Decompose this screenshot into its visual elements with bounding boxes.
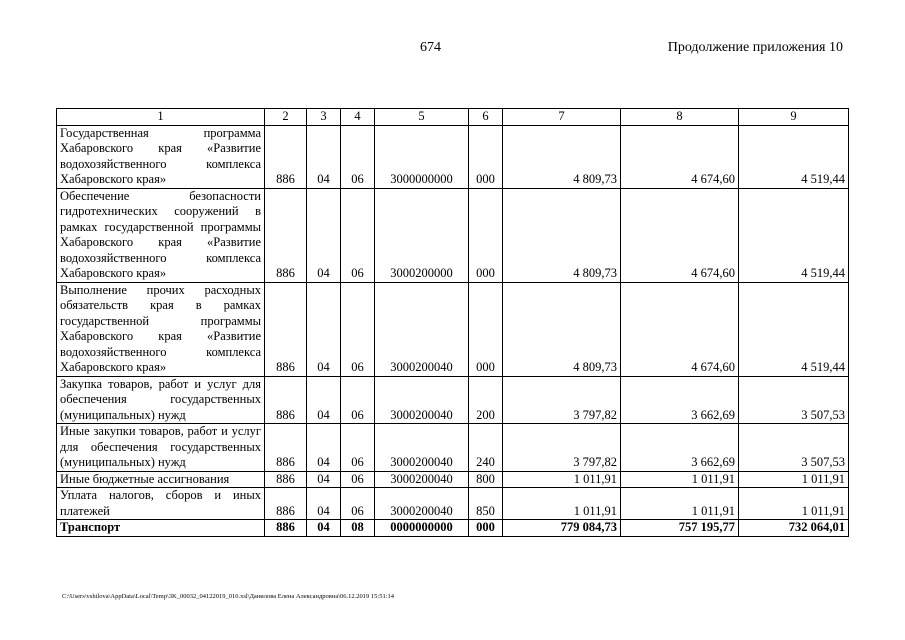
amount-col8: 3 662,69 [621, 376, 739, 424]
expense-type-code: 000 [469, 125, 503, 188]
section-code: 04 [307, 488, 341, 520]
table-row [57, 125, 849, 188]
amount-col8: 1 011,91 [621, 488, 739, 520]
subsection-code: 06 [341, 376, 375, 424]
amount-col7: 3 797,82 [503, 424, 621, 472]
section-code: 04 [307, 125, 341, 188]
subsection-code: 08 [341, 520, 375, 537]
column-number-row [57, 109, 849, 126]
subsection-code: 06 [341, 125, 375, 188]
row-name: Транспорт [57, 520, 265, 537]
column-header: 3 [307, 109, 341, 126]
column-header: 5 [375, 109, 469, 126]
section-code: 04 [307, 282, 341, 376]
expense-type-code: 000 [469, 188, 503, 282]
ministry-code: 886 [265, 520, 307, 537]
amount-col8: 757 195,77 [621, 520, 739, 537]
row-name: Обеспечение безопасности гидротехнических сооружений в рамках государственной программы Хабаровского края «Развитие водохозяйственного комплекса Хабаровского края» [57, 188, 265, 282]
table-row [57, 488, 849, 520]
target-article-code: 3000200040 [375, 488, 469, 520]
subsection-code: 06 [341, 471, 375, 488]
expense-type-code: 000 [469, 282, 503, 376]
amount-col7: 1 011,91 [503, 471, 621, 488]
ministry-code: 886 [265, 188, 307, 282]
amount-col9: 3 507,53 [739, 424, 849, 472]
expense-type-code: 800 [469, 471, 503, 488]
table-row [57, 376, 849, 424]
amount-col9: 732 064,01 [739, 520, 849, 537]
target-article-code: 0000000000 [375, 520, 469, 537]
amount-col8: 4 674,60 [621, 125, 739, 188]
section-code: 04 [307, 376, 341, 424]
target-article-code: 3000000000 [375, 125, 469, 188]
amount-col7: 4 809,73 [503, 125, 621, 188]
amount-col7: 779 084,73 [503, 520, 621, 537]
footer-file-path: C:\Users\vshilova\AppData\Local\Temp\3K_00032_04122019_010.xsl\Данилова Елена Александровна\06.12.2019 15:51:14 [62, 593, 395, 600]
section-code: 04 [307, 471, 341, 488]
row-name: Иные бюджетные ассигнования [57, 471, 265, 488]
column-header: 2 [265, 109, 307, 126]
ministry-code: 886 [265, 424, 307, 472]
column-header: 7 [503, 109, 621, 126]
table-row [57, 188, 849, 282]
target-article-code: 3000200040 [375, 376, 469, 424]
ministry-code: 886 [265, 376, 307, 424]
amount-col9: 4 519,44 [739, 282, 849, 376]
expense-type-code: 850 [469, 488, 503, 520]
column-header: 9 [739, 109, 849, 126]
expense-type-code: 000 [469, 520, 503, 537]
appendix-continuation-label: Продолжение приложения 10 [667, 40, 843, 55]
expense-type-code: 200 [469, 376, 503, 424]
row-name: Уплата налогов, сборов и иных платежей [57, 488, 265, 520]
amount-col9: 4 519,44 [739, 125, 849, 188]
target-article-code: 3000200040 [375, 282, 469, 376]
ministry-code: 886 [265, 125, 307, 188]
row-name: Закупка товаров, работ и услуг для обеспечения государственных (муниципальных) нужд [57, 376, 265, 424]
row-name: Выполнение прочих расходных обязательств края в рамках государственной программы Хабаровского края «Развитие водохозяйственного комплекса Хабаровского края» [57, 282, 265, 376]
ministry-code: 886 [265, 282, 307, 376]
amount-col7: 4 809,73 [503, 188, 621, 282]
table-row [57, 471, 849, 488]
column-header: 4 [341, 109, 375, 126]
table-row [57, 282, 849, 376]
amount-col8: 3 662,69 [621, 424, 739, 472]
table-row [57, 424, 849, 472]
amount-col8: 4 674,60 [621, 188, 739, 282]
budget-table [56, 108, 849, 537]
page-number: 674 [420, 40, 441, 55]
column-header: 1 [57, 109, 265, 126]
subsection-code: 06 [341, 488, 375, 520]
row-name: Иные закупки товаров, работ и услуг для обеспечения государственных (муниципальных) нужд [57, 424, 265, 472]
amount-col8: 4 674,60 [621, 282, 739, 376]
subsection-code: 06 [341, 282, 375, 376]
amount-col7: 3 797,82 [503, 376, 621, 424]
section-code: 04 [307, 424, 341, 472]
column-header: 8 [621, 109, 739, 126]
table-row-section-total [57, 520, 849, 537]
column-header: 6 [469, 109, 503, 126]
target-article-code: 3000200040 [375, 424, 469, 472]
target-article-code: 3000200040 [375, 471, 469, 488]
section-code: 04 [307, 188, 341, 282]
amount-col7: 4 809,73 [503, 282, 621, 376]
expense-type-code: 240 [469, 424, 503, 472]
row-name: Государственная программа Хабаровского края «Развитие водохозяйственного комплекса Хабаровского края» [57, 125, 265, 188]
section-code: 04 [307, 520, 341, 537]
amount-col9: 1 011,91 [739, 488, 849, 520]
amount-col9: 1 011,91 [739, 471, 849, 488]
subsection-code: 06 [341, 424, 375, 472]
amount-col7: 1 011,91 [503, 488, 621, 520]
amount-col8: 1 011,91 [621, 471, 739, 488]
ministry-code: 886 [265, 471, 307, 488]
ministry-code: 886 [265, 488, 307, 520]
subsection-code: 06 [341, 188, 375, 282]
amount-col9: 4 519,44 [739, 188, 849, 282]
target-article-code: 3000200000 [375, 188, 469, 282]
amount-col9: 3 507,53 [739, 376, 849, 424]
